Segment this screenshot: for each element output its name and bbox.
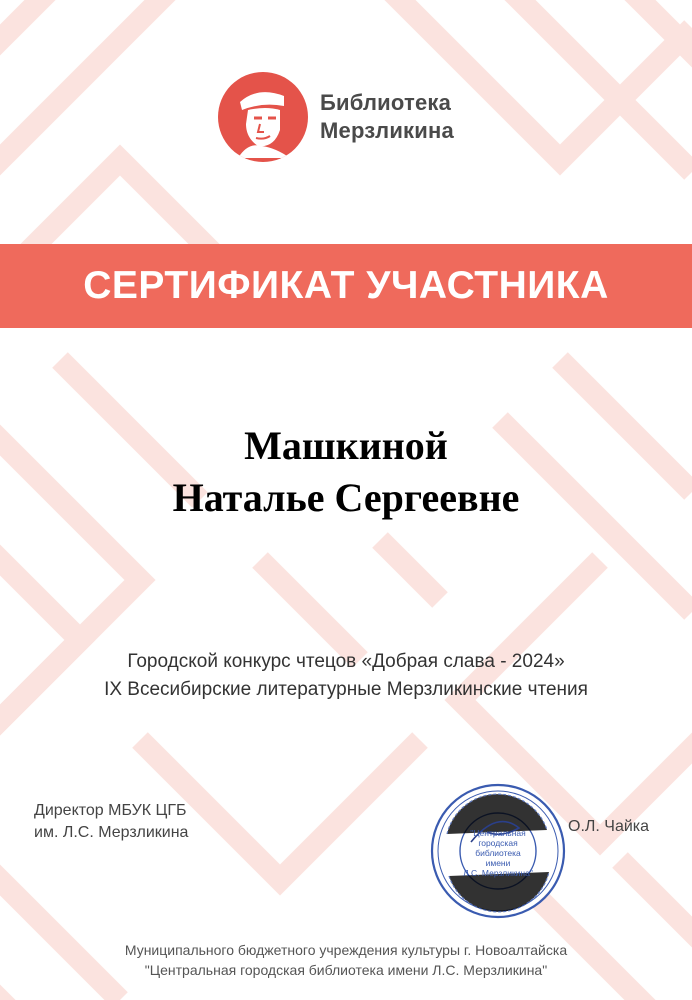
stamp-text-line3: библиотека xyxy=(475,848,521,858)
certificate-title: СЕРТИФИКАТ УЧАСТНИКА xyxy=(83,264,609,307)
logo-text xyxy=(320,89,454,145)
stamp-text-line1: "Центральная xyxy=(470,828,526,838)
portrait-icon xyxy=(218,72,308,162)
stamp-text-line2: городская xyxy=(478,838,518,848)
library-logo xyxy=(218,72,454,162)
signer-title-line2: им. Л.С. Мерзликина xyxy=(34,824,189,841)
stamp-text-line4: имени xyxy=(485,858,511,868)
signer-title xyxy=(34,800,188,844)
recipient-name xyxy=(0,420,692,524)
stamp-text-line5: Л.С. Мерзликина" xyxy=(463,868,533,878)
footer xyxy=(0,940,692,980)
signer-name: О.Л. Чайка xyxy=(568,818,650,835)
event-line2: IX Всесибирские литературные Мерзликинские чтения xyxy=(104,679,588,700)
logo-line1: Библиотека xyxy=(320,90,452,115)
signer-title-line1: Директор МБУК ЦГБ xyxy=(34,802,187,819)
recipient-surname: Машкиной xyxy=(244,423,448,468)
recipient-given-names: Наталье Сергеевне xyxy=(172,475,520,520)
event-description xyxy=(0,648,692,704)
event-line1: Городской конкурс чтецов «Добрая слава - 2024» xyxy=(127,651,565,672)
footer-line1: Муниципального бюджетного учреждения культуры г. Новоалтайска xyxy=(124,942,568,958)
title-banner xyxy=(0,244,692,328)
logo-line2: Мерзликина xyxy=(320,118,454,143)
official-stamp xyxy=(427,780,569,922)
footer-line2: "Центральная городская библиотека имени Л.С. Мерзликина" xyxy=(144,962,548,978)
